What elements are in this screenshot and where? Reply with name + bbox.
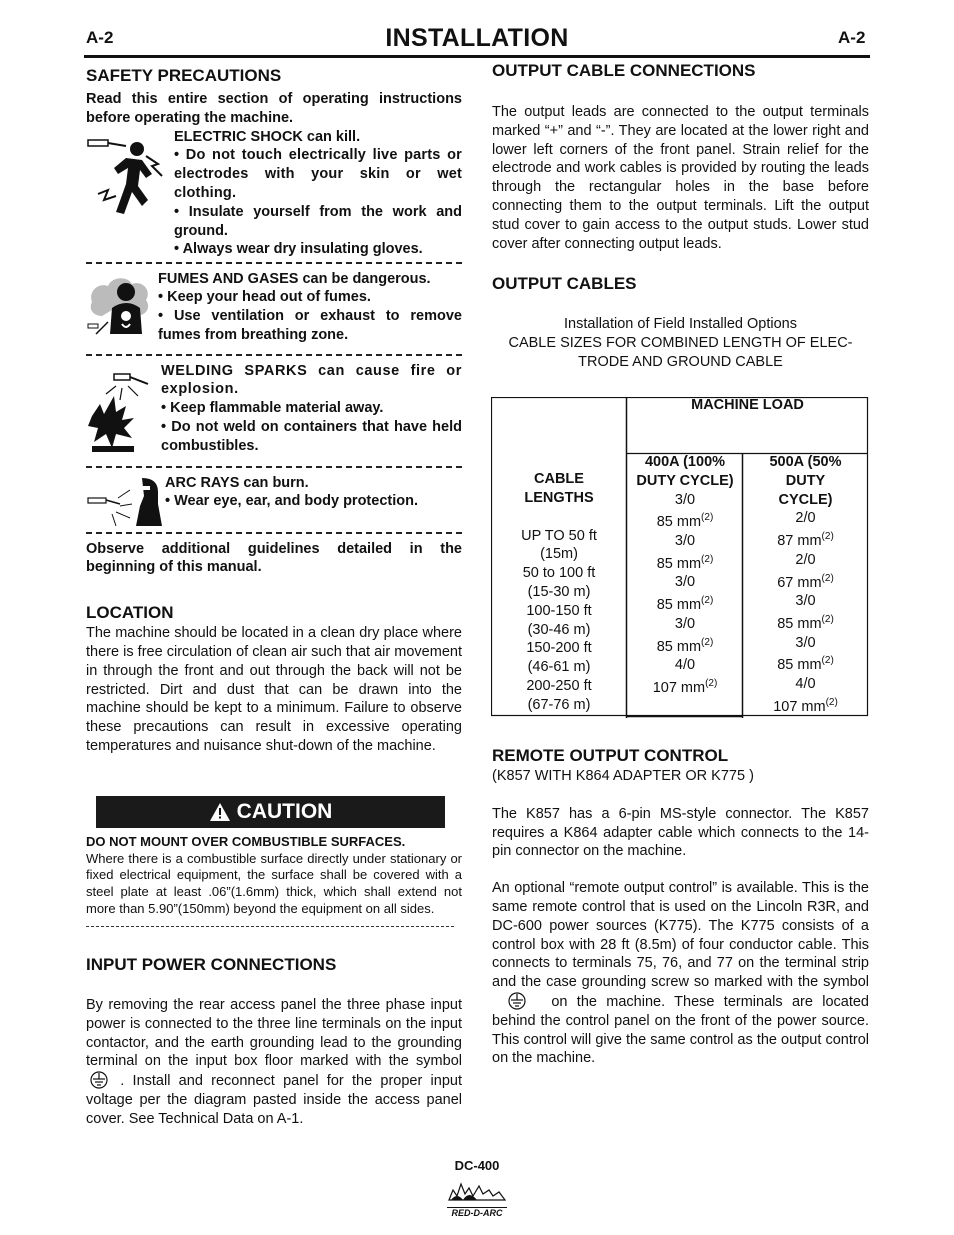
cable-length-m: (46-61 m) bbox=[527, 659, 591, 676]
machine-load-header: MACHINE LOAD bbox=[691, 397, 804, 413]
right-column bbox=[492, 61, 869, 372]
cable-size-mm-value: 85 mm bbox=[656, 597, 702, 614]
ground-symbol-icon bbox=[88, 1071, 110, 1089]
hazard-welding-sparks bbox=[86, 362, 462, 460]
cable-lengths-col bbox=[491, 397, 627, 715]
remote-sub: (K857 WITH K864 ADAPTER OR K775 ) bbox=[492, 768, 754, 784]
sparks-item-2: • Do not weld on containers that have held combustibles. bbox=[161, 418, 462, 454]
output-cables-heading: OUTPUT CABLES bbox=[492, 274, 637, 294]
shock-item-1: • Do not touch electrically live parts or electrodes with your skin or wet clothing. bbox=[174, 147, 462, 201]
safety-heading: SAFETY PRECAUTIONS bbox=[86, 66, 282, 85]
footnote-marker: (2) bbox=[821, 614, 834, 626]
cable-size-mm bbox=[743, 570, 868, 593]
cable-size-mm bbox=[627, 592, 743, 615]
divider bbox=[86, 926, 454, 927]
divider bbox=[86, 532, 462, 534]
cable-size-mm-value: 85 mm bbox=[656, 555, 702, 572]
cable-size-awg: 4/0 bbox=[795, 676, 816, 693]
electric-shock-icon bbox=[86, 134, 168, 224]
cable-size-awg: 2/0 bbox=[795, 510, 816, 527]
input-power-text bbox=[86, 996, 462, 1129]
cable-size-mm-value: 87 mm bbox=[777, 533, 822, 550]
input-power-text-before: By removing the rear access panel the three phase input power is connected to the three line terminals on the input contactor, and the earth grounding lead to the grounding terminal on the input box floor marked with the symbol bbox=[86, 997, 462, 1070]
cable-size-awg: 3/0 bbox=[674, 615, 696, 632]
cable-size-mm-value: 107 mm bbox=[773, 698, 826, 715]
cable-size-awg: 3/0 bbox=[674, 574, 696, 591]
header-rule bbox=[84, 55, 870, 58]
footnote-marker: (2) bbox=[701, 595, 714, 607]
footnote-marker: (2) bbox=[701, 636, 714, 648]
divider bbox=[86, 466, 462, 468]
remote-p2-after: on the machine. These terminals are located behind the control panel on the front of the power source. This control will give the same control as the output control on the machine. bbox=[492, 993, 869, 1067]
cable-size-mm bbox=[743, 528, 868, 551]
sparks-item-1: • Keep flammable material away. bbox=[161, 400, 384, 417]
shock-title: ELECTRIC SHOCK can kill. bbox=[174, 128, 361, 145]
divider bbox=[86, 354, 462, 356]
cable-size-mm-value: 85 mm bbox=[777, 657, 822, 674]
cable-size-awg: 3/0 bbox=[674, 491, 696, 508]
safety-intro: Read this entire section of operating instructions before operating the machine. bbox=[86, 91, 462, 126]
arc-title: ARC RAYS can burn. bbox=[165, 474, 309, 491]
shock-item-3: • Always wear dry insulating gloves. bbox=[174, 241, 423, 258]
output-connections-text: The output leads are connected to the output terminals marked “+” and “-”. They are located at the lower right and lower left corners of the front panel. Strain relief for the electrode and work cables is provided by routing the leads through the rectangular holes in the base before connecting them to the output terminals. Lift the output stud cover to gain access to the output studs. Lower stud cover after connecting output leads. bbox=[492, 104, 869, 252]
left-column bbox=[86, 66, 462, 756]
amp500-col bbox=[743, 453, 868, 717]
fumes-item-2: • Use ventilation or exhaust to remove fumes from breathing zone. bbox=[158, 308, 462, 343]
caution-block bbox=[86, 834, 462, 927]
observe-note: Observe additional guidelines detailed in the beginning of this manual. bbox=[86, 540, 462, 576]
footnote-marker: (2) bbox=[821, 655, 834, 667]
cable-size-awg: 3/0 bbox=[795, 634, 816, 651]
cable-length-ft: 200-250 ft bbox=[526, 677, 592, 694]
footnote-marker: (2) bbox=[705, 678, 718, 690]
remote-p2-before: An optional “remote output control” is available. This is the same remote control that is used on the Lincoln R3R, and DC-600 power sources (K775). The K775 consists of a control box with 28 ft (8.5m) of four conductor cable. This connects to terminals 75, 76, and 77 on the terminal strip and the case grounding screw so marked with the symbol bbox=[492, 880, 869, 991]
cable-size-mm bbox=[743, 611, 868, 634]
cable-size-mm bbox=[627, 509, 743, 532]
footnote-marker: (2) bbox=[701, 512, 714, 524]
cable-length-m: (15m) bbox=[540, 546, 578, 563]
cable-length-m: (15-30 m) bbox=[527, 583, 591, 600]
cable-size-mm-value: 85 mm bbox=[656, 638, 702, 655]
cable-size-mm-value: 107 mm bbox=[652, 679, 706, 696]
warning-triangle-icon bbox=[209, 802, 231, 822]
amp400-rows bbox=[627, 491, 743, 698]
caution-banner bbox=[96, 796, 445, 828]
cable-size-mm-value: 85 mm bbox=[777, 615, 822, 632]
divider bbox=[86, 262, 462, 264]
input-power-section bbox=[86, 955, 462, 1129]
remote-section bbox=[492, 746, 869, 1068]
cable-size-awg: 2/0 bbox=[795, 551, 816, 568]
shock-item-2: • Insulate yourself from the work and ground. bbox=[174, 203, 462, 239]
length-rows bbox=[491, 527, 627, 715]
cable-size-awg: 3/0 bbox=[795, 593, 816, 610]
hazard-electric-shock bbox=[86, 128, 462, 256]
table-caption bbox=[492, 315, 869, 371]
page-code-right: A-2 bbox=[838, 28, 866, 47]
footnote-marker: (2) bbox=[821, 531, 834, 543]
hazard-fumes bbox=[86, 270, 462, 348]
col-head-500a: 500A (50% DUTY CYCLE) bbox=[769, 454, 842, 508]
remote-p2 bbox=[492, 879, 869, 1068]
cable-size-mm-value: 67 mm bbox=[777, 574, 822, 591]
table-caption-line-2: CABLE SIZES FOR COMBINED LENGTH OF ELEC- bbox=[508, 335, 853, 352]
footnote-marker: (2) bbox=[825, 696, 838, 708]
input-power-heading: INPUT POWER CONNECTIONS bbox=[86, 955, 337, 974]
location-heading: LOCATION bbox=[86, 603, 174, 623]
sparks-title: WELDING SPARKS can cause fire or explosion. bbox=[161, 362, 462, 398]
output-connections-heading: OUTPUT CABLE CONNECTIONS bbox=[492, 61, 756, 80]
fumes-item-1: • Keep your head out of fumes. bbox=[158, 289, 371, 306]
input-power-text-after: . Install and reconnect panel for the proper input voltage per the diagram pasted inside the access panel cover. See Technical Data on A-1. bbox=[86, 1073, 463, 1127]
red-d-arc-logo-icon bbox=[447, 1178, 507, 1218]
footer-doc-code: DC-400 bbox=[454, 1158, 500, 1173]
cable-size-mm bbox=[743, 652, 868, 675]
cable-size-mm-value: 85 mm bbox=[656, 514, 702, 531]
table-caption-line-3: TRODE AND GROUND CABLE bbox=[578, 353, 783, 370]
page-title: INSTALLATION bbox=[385, 24, 569, 52]
cable-length-m: (30-46 m) bbox=[527, 621, 591, 638]
page-code-left: A-2 bbox=[86, 28, 114, 47]
logo-text: RED-D-ARC bbox=[447, 1207, 507, 1218]
cable-size-mm bbox=[627, 634, 743, 657]
logo-graphic bbox=[447, 1178, 507, 1202]
amp400-col bbox=[627, 453, 743, 698]
table-caption-line-1: Installation of Field Installed Options bbox=[564, 316, 797, 333]
amp500-rows bbox=[743, 509, 868, 716]
ground-symbol-icon bbox=[506, 992, 528, 1010]
cable-size-awg: 4/0 bbox=[674, 657, 696, 674]
fumes-title: FUMES AND GASES can be dangerous. bbox=[158, 270, 431, 287]
cable-length-m: (67-76 m) bbox=[527, 696, 591, 713]
caution-label: CAUTION bbox=[236, 800, 333, 823]
caution-text: Where there is a combustible surface directly under stationary or fixed electrical equipment, the surface shall be covered with a steel plate at least .06”(1.6mm) thick, which shall extend not more than 5.90”(150mm) beyond the equipment on all sides. bbox=[86, 850, 462, 916]
remote-p1: The K857 has a 6-pin MS-style connector. The K857 requires a K864 adapter cable which connects to the 14-pin connector on the machine. bbox=[492, 805, 869, 860]
cable-length-ft: 150-200 ft bbox=[526, 640, 592, 657]
footnote-marker: (2) bbox=[701, 553, 714, 565]
location-text: The machine should be located in a clean dry place where there is free circulation of clean air such that air movement in through the front and out through the back will not be restricted. Dirt and dust that can be drawn into the machine should be kept to a minimum. Failure to observe these precautions can result in excessive operating temperatures and nuisance shut-down of the machine. bbox=[86, 625, 462, 754]
arc-item-1: • Wear eye, ear, and body protection. bbox=[165, 493, 418, 510]
cable-size-mm bbox=[743, 694, 868, 717]
cable-size-mm bbox=[627, 551, 743, 574]
fumes-icon bbox=[86, 272, 156, 342]
cable-length-ft: 50 to 100 ft bbox=[522, 565, 596, 582]
col-head-cable-lengths: CABLE LENGTHS bbox=[524, 471, 594, 506]
welding-sparks-icon bbox=[86, 366, 160, 456]
footnote-marker: (2) bbox=[821, 572, 834, 584]
hazard-arc-rays bbox=[86, 474, 462, 530]
cable-size-table bbox=[491, 397, 868, 717]
remote-heading: REMOTE OUTPUT CONTROL bbox=[492, 746, 729, 765]
cable-length-ft: 100-150 ft bbox=[526, 602, 592, 619]
col-head-400a: 400A (100% DUTY CYCLE) bbox=[636, 454, 734, 489]
caution-title: DO NOT MOUNT OVER COMBUSTIBLE SURFACES. bbox=[86, 834, 406, 849]
arc-rays-icon bbox=[86, 476, 166, 528]
cable-size-awg: 3/0 bbox=[674, 533, 696, 550]
cable-length-ft: UP TO 50 ft bbox=[521, 527, 597, 544]
cable-size-mm bbox=[627, 675, 743, 698]
